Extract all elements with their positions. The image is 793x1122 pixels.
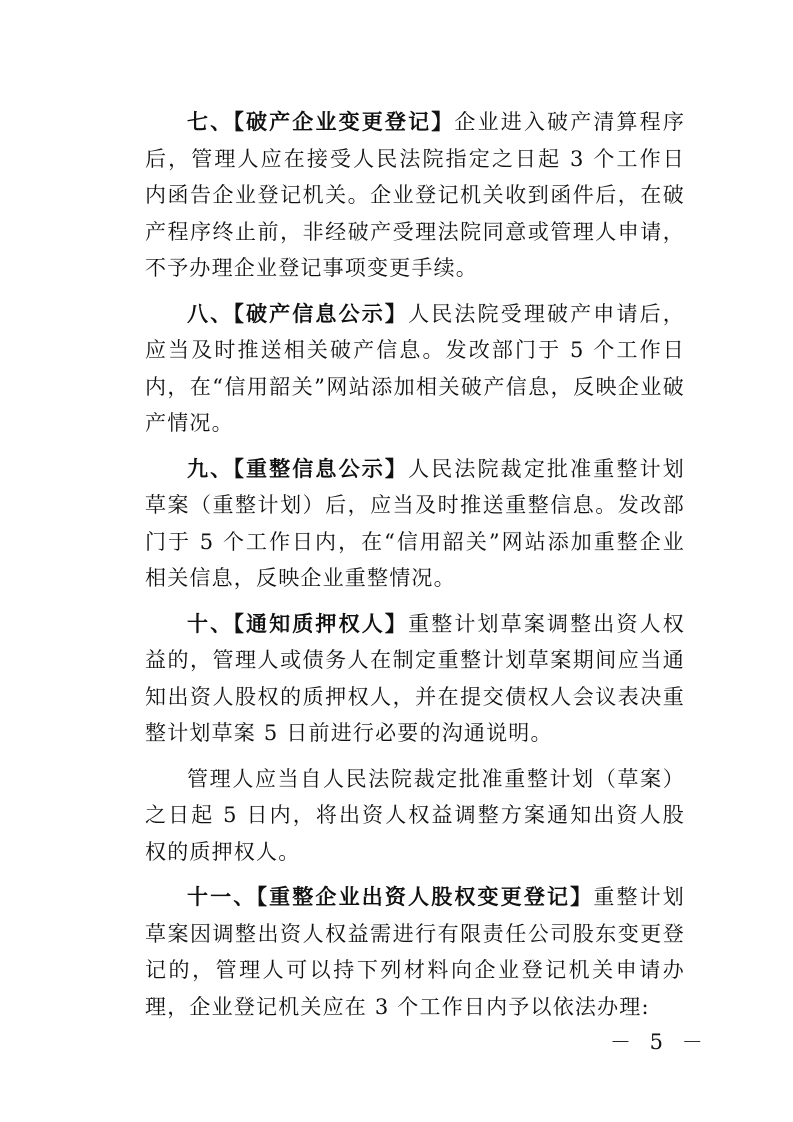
section-10-title: 【通知质押权人】 xyxy=(233,611,409,636)
section-11-text: 重整计划草案因调整出资人权益需进行有限责任公司股东变更登记的，管理人可以持下列材料向企业登记机关申请办理，企业登记机关应在 3 个工作日内予以依法办理: xyxy=(145,885,685,1019)
section-8-title: 【破产信息公示】 xyxy=(233,301,409,326)
section-11-number: 十一、 xyxy=(187,885,257,909)
section-9-paragraph xyxy=(145,451,685,597)
section-7-number: 七、 xyxy=(187,110,234,134)
section-8-number: 八、 xyxy=(187,301,234,326)
section-7-text: 企业进入破产清算程序后，管理人应在接受人民法院指定之日起 3 个工作日内函告企业登记机关。企业登记机关收到函件后，在破产程序终止前，非经破产受理法院同意或管理人申请，不予办理企业登记事项变更手续。 xyxy=(145,110,686,280)
section-8-paragraph xyxy=(145,296,685,442)
section-11-paragraph xyxy=(145,879,685,1025)
section-7-title: 【破产企业变更登记】 xyxy=(233,110,455,134)
section-10-continuation-text: 管理人应当自人民法院裁定批准重整计划（草案）之日起 5 日内，将出资人权益调整方案通知出资人股权的质押权人。 xyxy=(145,766,685,864)
section-10-number: 十、 xyxy=(187,611,234,636)
section-10-text: 重整计划草案调整出资人权益的，管理人或债务人在制定重整计划草案期间应当通知出资人股权的质押权人，并在提交债权人会议表决重整计划草案 5 日前进行必要的沟通说明。 xyxy=(145,611,685,745)
section-8-text: 人民法院受理破产申请后，应当及时推送相关破产信息。发改部门于 5 个工作日内，在“信用韶关”网站添加相关破产信息，反映企业破产情况。 xyxy=(145,301,685,435)
section-10-paragraph xyxy=(145,606,685,752)
section-9-number: 九、 xyxy=(187,456,234,481)
section-9-text: 人民法院裁定批准重整计划草案（重整计划）后，应当及时推送重整信息。发改部门于 5 个工作日内，在“信用韶关”网站添加重整企业相关信息，反映企业重整情况。 xyxy=(145,456,685,590)
document-body xyxy=(145,104,685,1025)
page-number: － 5 － xyxy=(610,1030,709,1054)
section-7-paragraph xyxy=(145,104,685,287)
section-9-title: 【重整信息公示】 xyxy=(233,456,409,481)
section-10-continuation-paragraph xyxy=(145,761,685,871)
section-11-title: 【重整企业出资人股权变更登记】 xyxy=(256,885,594,909)
